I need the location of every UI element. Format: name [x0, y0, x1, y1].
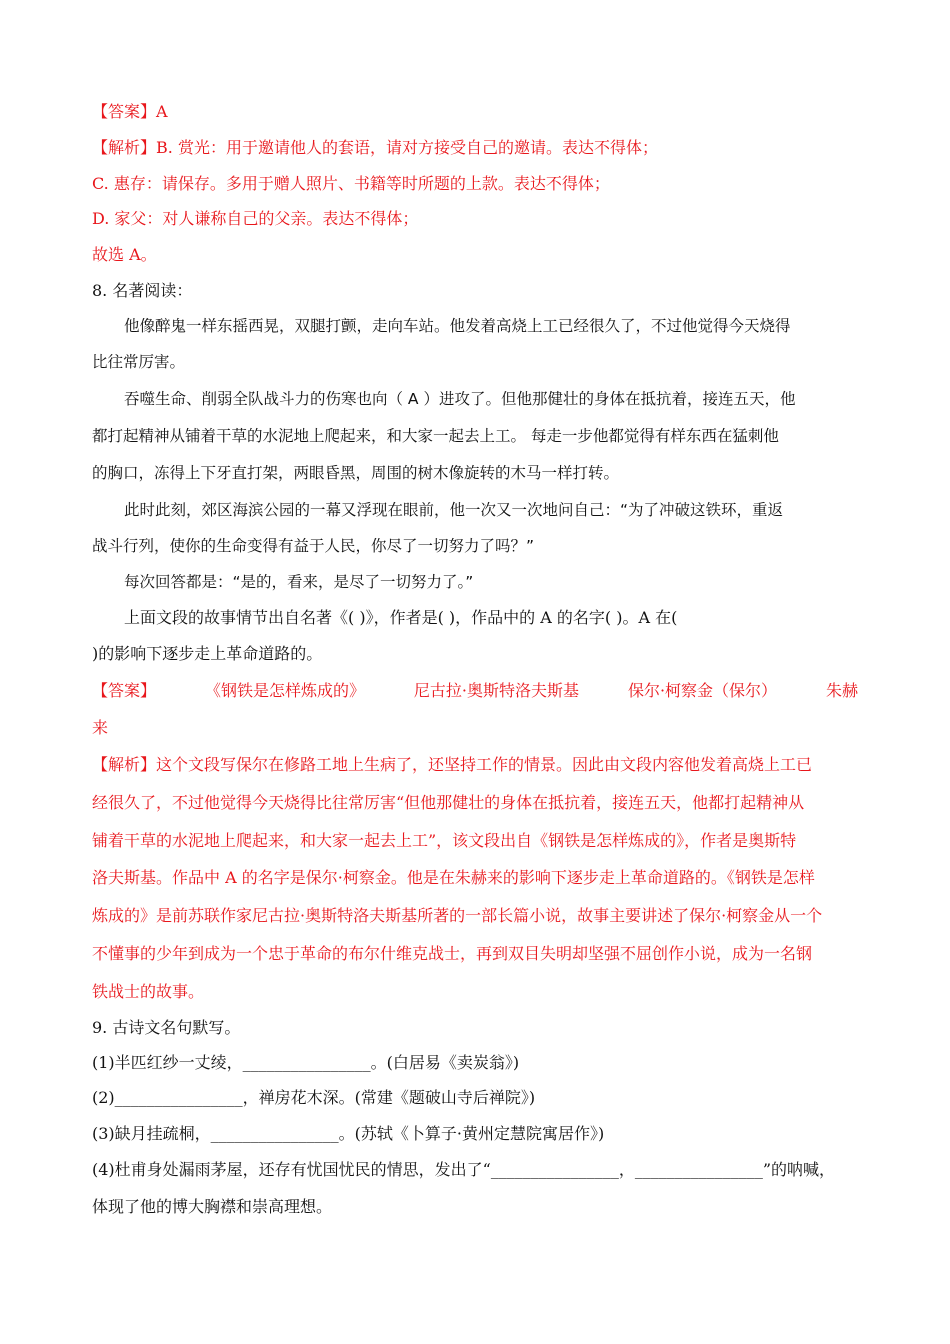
q8-analysis-line: 铺着干草的水泥地上爬起来，和大家一起去上工”，该文段出自《钢铁是怎样炼成的》，作者是奥斯特 — [92, 831, 797, 850]
q8-analysis-line: 炼成的》是前苏联作家尼古拉·奥斯特洛夫斯基所著的一部长篇小说，故事主要讲述了保尔·柯察金从一个 — [92, 906, 823, 925]
q8-analysis-line: 洛夫斯基。作品中 A 的名字是保尔·柯察金。他是在朱赫来的影响下逐步走上革命道路的。《钢铁是怎样 — [92, 868, 815, 887]
q8-passage-line: 他像醉鬼一样东摇西晃，双腿打颤，走向车站。他发着高烧上工已经很久了，不过他觉得今天烧得 — [124, 317, 791, 335]
answer-item: 朱赫 — [825, 681, 858, 700]
analysis-text: B. 赏光：用于邀请他人的套语，请对方接受自己的邀请。表达不得体； — [156, 138, 658, 157]
answer-label: 【答案】 — [92, 681, 157, 700]
q7-answer — [92, 102, 168, 122]
q8-analysis-line: 经很久了，不过他觉得今天烧得比往常厉害“但他那健壮的身体在抵抗着，接连五天，他都打起精神从 — [92, 793, 805, 812]
analysis-label: 【解析】 — [92, 138, 157, 157]
q8-question-cont: )的影响下逐步走上革命道路的。 — [92, 644, 323, 663]
q7-analysis-b — [92, 138, 658, 158]
q8-heading: 8. 名著阅读： — [92, 281, 193, 300]
q8-analysis-line: 不懂事的少年到成为一个忠于革命的布尔什维克战士，再到双目失明却坚强不屈创作小说，成为一名钢 — [92, 944, 813, 963]
q8-question: 上面文段的故事情节出自名著《( )》，作者是( )，作品中的 A 的名字( )。A 在( — [124, 608, 678, 627]
answer-value: A — [156, 102, 168, 121]
answer-item: 尼古拉·奥斯特洛夫斯基 — [413, 681, 579, 700]
answer-item: 《钢铁是怎样炼成的》 — [204, 681, 365, 700]
analysis-text: 这个文段写保尔在修路工地上生病了，还坚持工作的情景。因此由文段内容他发着高烧上工已 — [156, 755, 813, 774]
q7-analysis-c: C. 惠存：请保存。多用于赠人照片、书籍等时所题的上款。表达不得体； — [92, 174, 610, 193]
q9-item: (2)________________，禅房花木深。(常建《题破山寺后禅院》) — [92, 1088, 536, 1107]
q9-item: (4)杜甫身处漏雨茅屋，还存有忧国忧民的情思，发出了“________________，________________”的呐喊， — [92, 1160, 836, 1179]
q8-passage-line: 战斗行列，使你的生命变得有益于人民，你尽了一切努力了吗？” — [92, 537, 535, 555]
q8-passage-line: 吞噬生命、削弱全队战斗力的伤寒也向（ A ）进攻了。但他那健壮的身体在抵抗着，接连五天，他 — [124, 390, 796, 408]
q9-heading: 9. 古诗文名句默写。 — [92, 1018, 241, 1037]
q8-passage-line: 比往常厉害。 — [92, 353, 186, 371]
answer-label: 【答案】 — [92, 102, 157, 121]
q9-item: (1)半匹红纱一丈绫，________________。(白居易《卖炭翁》) — [92, 1053, 520, 1072]
q7-analysis-d: D. 家父：对人谦称自己的父亲。表达不得体； — [92, 209, 419, 228]
analysis-label: 【解析】 — [92, 755, 157, 774]
q8-answer-tail: 来 — [92, 718, 109, 737]
q8-passage-line: 的胸口，冻得上下牙直打架，两眼昏黑，周围的树木像旋转的木马一样打转。 — [92, 464, 620, 482]
q7-conclusion: 故选 A。 — [92, 245, 157, 264]
q9-item: 体现了他的博大胸襟和崇高理想。 — [92, 1197, 333, 1216]
q8-analysis-line: 铁战士的故事。 — [92, 982, 205, 1001]
q9-item: (3)缺月挂疏桐，________________。(苏轼《卜算子·黄州定慧院寓居作》) — [92, 1124, 605, 1143]
q8-analysis-line — [92, 755, 812, 775]
q8-answer-row — [92, 681, 858, 701]
q8-passage-line: 每次回答都是：“是的，看来，是尽了一切努力了。” — [124, 573, 474, 591]
q8-passage-line: 此时此刻，郊区海滨公园的一幕又浮现在眼前，他一次又一次地问自己：“为了冲破这铁环，重返 — [124, 501, 784, 519]
answer-item: 保尔·柯察金（保尔） — [627, 681, 778, 700]
q8-passage-line: 都打起精神从铺着干草的水泥地上爬起来，和大家一起去上工。 每走一步他都觉得有样东西在猛刺他 — [92, 427, 779, 445]
